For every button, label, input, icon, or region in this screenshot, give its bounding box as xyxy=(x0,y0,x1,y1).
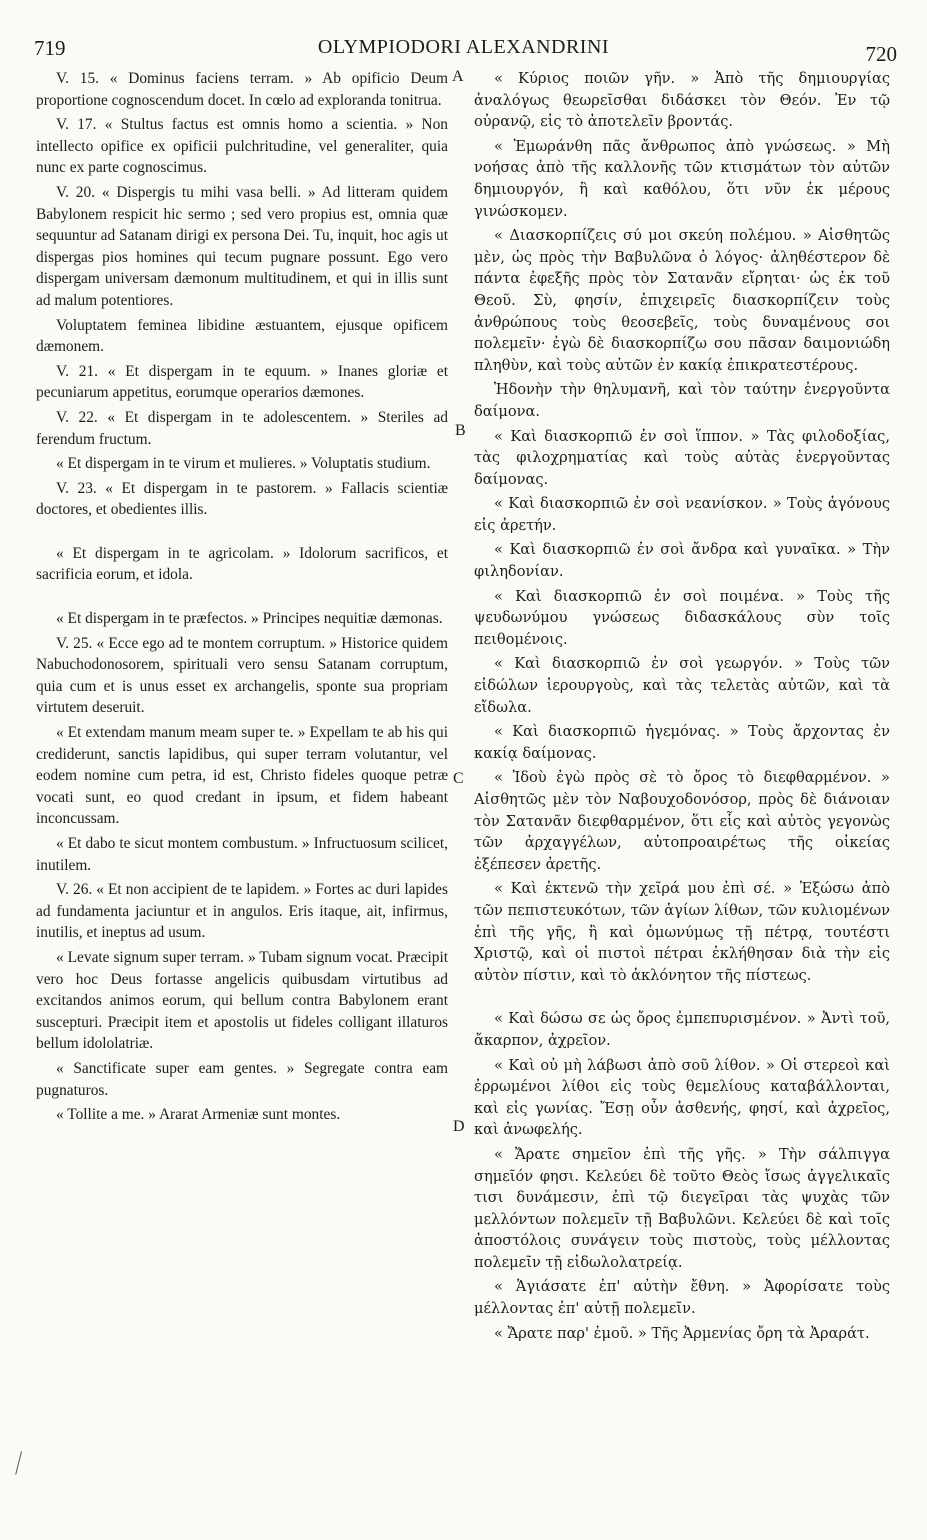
latin-paragraph: « Levate signum super terram. » Tubam signum vocat. Præcipit vero hoc Deus fortasse angelicis quibusdam virtutibus ad excitandos animos eorum, qui bellum contra Babylonem erant suscepturi. Præcipit item et apostolis ut fideles colligant illaturos bellum idololatriæ. xyxy=(36,948,448,1053)
greek-paragraph: « Ἄρατε παρ' ἐμοῦ. » Τῆς Ἀρμενίας ὄρη τὰ Ἀραράτ. xyxy=(494,1324,870,1342)
latin-paragraph: V. 25. « Ecce ego ad te montem corruptum. » Historice quidem Nabuchodonosorem, spirituali vero sensu Satanam corruptum, quia cum et is unus esset ex archangelis, sponte sua propriam virtutem deseruit. xyxy=(36,634,448,717)
latin-paragraph: V. 21. « Et dispergam in te equum. » Inanes gloriæ et pecuniarum appetitus, eorumque operarios dæmones. xyxy=(36,362,448,402)
margin-marker-d: D xyxy=(453,1118,465,1135)
page-number-right: 720 xyxy=(865,42,897,66)
margin-marker-c: C xyxy=(453,770,464,787)
latin-column xyxy=(36,68,448,1126)
latin-paragraph: V. 23. « Et dispergam in te pastorem. » Fallacis scientiæ doctores, et obedientes illis. xyxy=(36,479,448,519)
running-head-title: OLYMPIODORI ALEXANDRINI xyxy=(317,36,610,58)
latin-paragraph: V. 17. « Stultus factus est omnis homo a scientia. » Non intellecto opifice ex opificii pulchritudine, vel generaliter, quia nunc ex parte cognoscimus. xyxy=(36,116,448,177)
greek-column xyxy=(474,68,890,1344)
latin-paragraph: « Et dispergam in te præfectos. » Principes nequitiæ dæmonas. xyxy=(56,610,443,628)
latin-paragraph: Voluptatem femineа libidine æstuantem, ejusque opificem dæmonem. xyxy=(36,316,448,356)
greek-paragraph: Ἡδονὴν τὴν θηλυμανῆ, καὶ τὸν ταύτην ἐνεργοῦντα δαίμονα. xyxy=(474,381,890,420)
greek-paragraph: « Ἐμωράνθη πᾶς ἄνθρωπος ἀπὸ γνώσεως. » Μὴ νοήσας ἀπὸ τῆς καλλονῆς τῶν κτισμάτων τὸν αὐτῶν δημιουργόν, ἢ καὶ καθόλου, ὅτι νῦν ἐκ μέρους γινώσκομεν. xyxy=(474,137,890,220)
greek-paragraph: « Ἁγιάσατε ἐπ' αὐτὴν ἔθνη. » Ἀφορίσατε τοὺς μέλλοντας ἐπ' αὐτῇ πολεμεῖν. xyxy=(474,1278,890,1318)
latin-paragraph: « Sanctificate super eam gentes. » Segregate contra eam pugnaturos. xyxy=(36,1059,448,1099)
greek-paragraph: « Καὶ δώσω σε ὡς ὄρος ἐμπεπυρισμένον. » Ἀντὶ τοῦ, ἄκαρπον, ἀχρεῖον. xyxy=(474,1010,890,1049)
latin-paragraph: « Tollite a me. » Ararat Armeniæ sunt montes. xyxy=(56,1106,341,1124)
greek-paragraph: « Καὶ διασκορπιῶ ἐν σοὶ ποιμένα. » Τοὺς τῆς ψευδωνύμου γνώσεως διδασκάλους σὺν τοῖς πειθομένοις. xyxy=(474,587,890,648)
latin-paragraph: V. 22. « Et dispergam in te adolescentem. » Steriles ad ferendum fructum. xyxy=(36,408,448,448)
margin-marker-a: A xyxy=(452,68,464,85)
latin-paragraph: V. 20. « Dispergis tu mihi vasa belli. » Ad litteram quidem Babylonem respicit hic sermo ; sed vero propius est, omnia quæ sequuntur ad Satanam dirigi ex persona Dei. Tu, inquit, hoc agis ut dispergas pios homines qui tecum pugnare possunt. Ego vero dispergam universam dæmonum multitudinem, et qui in illis sunt ad malum potentiores. xyxy=(36,183,448,309)
latin-paragraph: « Et dispergam in te virum et mulieres. » Voluptatis studium. xyxy=(56,455,431,473)
greek-paragraph: « Ἰδοὺ ἐγὼ πρὸς σὲ τὸ ὄρος τὸ διεφθαρμένον. » Αἰσθητῶς μὲν τὸν Ναβουχοδονόσορ, πρὸς δὲ διάνοιαν τὸν Σατανᾶν διεφθαρμένον, ὅτι εἷς καὶ αὐτὸς γεγονὼς τῶν ἀρχαγγέλων, αὐτοπροαιρέτως τῆς οἰκείας ἐξέπεσεν ἀρετῆς. xyxy=(474,769,890,873)
pen-mark xyxy=(15,1451,30,1476)
greek-paragraph: « Καὶ διασκορπιῶ ἐν σοὶ νεανίσκον. » Τοὺς ἀγόνους εἰς ἀρετήν. xyxy=(474,495,890,534)
latin-paragraph: V. 26. « Et non accipient de te lapidem. » Fortes ac duri lapides ad fundamenta jaciuntur et in angulos. Eris itaque, ait, infirmus, inutilis, et ineptus ad usum. xyxy=(36,881,448,942)
latin-paragraph: « Et dabo te sicut montem combustum. » Infructuosum scilicet, inutilem. xyxy=(36,835,448,874)
greek-paragraph: « Καὶ ἐκτενῶ τὴν χεῖρά μου ἐπὶ σέ. » Ἐξώσω ἀπὸ τῶν πεπιστευκότων, τῶν ἁγίων λίθων, τῶν κυλιομένων ἐπὶ τῆς γῆς, ἢ καὶ ὁμωνύμως τῇ πέτρᾳ, τουτέστι Χριστῷ, καὶ οἱ πιστοὶ πέτραι ἐκλήθησαν διὰ τὴν εἰς αὐτὸν πίστιν, καὶ τὸ ἀκλόνητον τῆς πίστεως. xyxy=(474,880,890,984)
greek-paragraph: « Καὶ διασκορπιῶ ἐν σοὶ ἄνδρα καὶ γυναῖκα. » Τὴν φιληδονίαν. xyxy=(474,541,890,581)
latin-paragraph: « Et extendam manum meam super te. » Expellam te ab his qui crediderunt, sanctis lapidibus, qui super terram volutantur, vel eodem nomine cum petra, id est, Christo fideles quoque petræ vocati sunt, eo quod credant in ipsum, et fidem habeant inconcussam. xyxy=(36,724,448,828)
greek-paragraph: « Καὶ διασκορπιῶ ἐν σοὶ ἵππον. » Τὰς φιλοδοξίας, τὰς φιλοχρηματίας καὶ τοὺς αὐτὰς ἐνεργοῦντας δαίμονας. xyxy=(474,427,890,488)
greek-paragraph: « Καὶ διασκορπιῶ ἐν σοὶ γεωργόν. » Τοὺς τῶν εἰδώλων ἱερουργοὺς, καὶ τὰς τελετὰς αὐτῶν, καὶ τὰ εἴδωλα. xyxy=(474,655,890,716)
latin-paragraph: « Et dispergam in te agricolam. » Idolorum sacrificos, et sacrificia eorum, et idola. xyxy=(36,544,448,584)
margin-marker-b: B xyxy=(455,422,466,439)
greek-paragraph: « Καὶ διασκορπιῶ ἡγεμόνας. » Τοὺς ἄρχοντας ἐν κακίᾳ δαίμονας. xyxy=(474,723,890,762)
greek-paragraph: « Καὶ οὐ μὴ λάβωσι ἀπὸ σοῦ λίθον. » Οἱ στερεοὶ καὶ ἐρρωμένοι λίθοι εἰς τοὺς θεμελίους καταβάλλονται, καὶ εἰς γωνίας. Ἔσῃ οὖν ἀσθενής, φησί, καὶ ἀχρεῖος, καὶ ἀνωφελής. xyxy=(474,1056,890,1139)
greek-paragraph: « Ἄρατε σημεῖον ἐπὶ τῆς γῆς. » Τὴν σάλπιγγα σημεῖόν φησι. Κελεύει δὲ τοῦτο Θεὸς ἴσως ἀγγελικαῖς τισι δυνάμεσιν, ἐπὶ τῷ διεγεῖραι τὰς ψυχὰς τῶν μελλόντων πολεμεῖν τῇ Βαβυλῶνι. Κελεύει δὲ καὶ τοῖς ἀποστόλοις συνάγειν τοὺς πιστοὺς, τοὺς μέλλοντας πολεμεῖν τῇ εἰδωλολατρείᾳ. xyxy=(474,1145,890,1271)
latin-paragraph: V. 15. « Dominus faciens terram. » Ab opificio Deum proportione cognoscendum docet. In cœlo ad exploranda tonitrua. xyxy=(36,70,448,109)
greek-paragraph: « Κύριος ποιῶν γῆν. » Ἀπὸ τῆς δημιουργίας ἀναλόγως θεωρεῖσθαι διδάσκει τὸν Θεόν. Ἐν τῷ οὐρανῷ, εἰς τὸ ἀποτελεῖν βροντάς. xyxy=(474,70,890,131)
greek-paragraph: « Διασκορπίζεις σύ μοι σκεύη πολέμου. » Αἰσθητῶς μὲν, ὡς πρὸς τὴν Βαβυλῶνα ὁ λόγος· ἀληθέστερον δὲ πάντα ἐφεξῆς πρὸς τὸν Σατανᾶν εἴρηται· ὡς ἐκ τοῦ Θεοῦ. Σὺ, φησίν, ἐπιχειρεῖς διασκορπίζειν τοὺς ἀνθρώπους τοὺς θεοσεβεῖς, τοὺς δυναμένους σοι πολεμεῖν· ἐγὼ δὲ διασκορπίζω σου πᾶσαν δαιμονιώδη πληθὺν, καὶ τοὺς αὐτῶν ἐν κακίᾳ ἐπικρατεστέρους. xyxy=(474,227,890,374)
page-number-left: 719 xyxy=(34,36,66,60)
